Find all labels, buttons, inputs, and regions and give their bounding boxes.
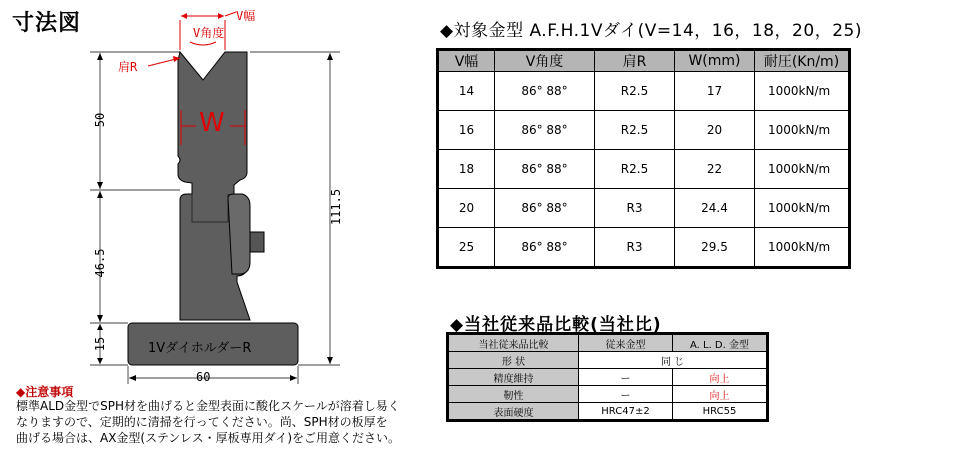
compare-row-label: 靭性 (449, 386, 579, 403)
spec-cell-r: R3 (595, 189, 675, 228)
spec-cell-vwidth: 25 (439, 228, 495, 267)
spec-cell-vwidth: 16 (439, 111, 495, 150)
spec-cell-r: R3 (595, 228, 675, 267)
compare-row-label: 形 状 (449, 352, 579, 369)
table-row (439, 150, 849, 189)
spec-header-cell: 肩R (595, 51, 675, 72)
spec-cell-vwidth: 14 (439, 72, 495, 111)
dim-111-5: 111.5 (329, 188, 343, 226)
notes-line: 曲げる場合は、AX金型(ステンレス・厚板専用ダイ)をご用意ください。 (16, 431, 401, 445)
spec-header-cell: V角度 (495, 51, 595, 72)
spec-cell-angle: 86° 88° (495, 111, 595, 150)
compare-cell-ald: 向上 (673, 369, 767, 386)
label-w: W (199, 108, 225, 138)
spec-cell-angle: 86° 88° (495, 228, 595, 267)
table-row (449, 369, 767, 386)
spec-cell-angle: 86° 88° (495, 189, 595, 228)
spec-header-row (439, 51, 849, 72)
compare-cell-shape: 同 じ (579, 352, 767, 369)
spec-cell-pressure: 1000kN/m (755, 111, 849, 150)
dim-15: 15 (93, 336, 107, 352)
label-v-width: V幅 (236, 9, 256, 23)
spec-cell-angle: 86° 88° (495, 72, 595, 111)
holder-label: 1VダイホルダーR (148, 341, 252, 356)
spec-cell-r: R2.5 (595, 111, 675, 150)
dim-60: 60 (196, 370, 211, 384)
compare-header-row (449, 335, 767, 352)
notes-line: 標準ALD金型でSPH材を曲げると金型表面に酸化スケールが溶着し易く (16, 399, 400, 413)
notes-line: なりますので、定期的に清掃を行ってください。尚、SPH材の板厚を (16, 415, 388, 429)
dim-50: 50 (93, 112, 107, 128)
table-row (439, 72, 849, 111)
table-row (449, 386, 767, 403)
dim-46-5: 46.5 (93, 248, 107, 278)
notes-title: ◆注意事項 (16, 385, 74, 399)
notes-body (16, 398, 426, 446)
label-v-angle: V角度 (193, 26, 225, 40)
spec-table (438, 50, 849, 267)
spec-cell-r: R2.5 (595, 72, 675, 111)
compare-cell-old: ー (579, 386, 673, 403)
spec-cell-vwidth: 20 (439, 189, 495, 228)
spec-cell-w: 29.5 (675, 228, 755, 267)
die-body (178, 52, 250, 320)
spec-header-cell: W(mm) (675, 51, 755, 72)
spec-header-cell: V幅 (439, 51, 495, 72)
compare-row-label: 表面硬度 (449, 403, 579, 420)
spec-cell-w: 24.4 (675, 189, 755, 228)
spec-cell-vwidth: 18 (439, 150, 495, 189)
spec-cell-w: 22 (675, 150, 755, 189)
compare-table (448, 334, 767, 420)
compare-title: ◆当社従来品比較(当社比) (450, 315, 662, 335)
holder-knob (250, 232, 264, 252)
spec-cell-w: 20 (675, 111, 755, 150)
compare-cell-old: ー (579, 369, 673, 386)
spec-cell-pressure: 1000kN/m (755, 72, 849, 111)
spec-cell-pressure: 1000kN/m (755, 189, 849, 228)
die-side-insert (228, 194, 250, 274)
spec-header-cell: 耐圧(Kn/m) (755, 51, 849, 72)
table-row (439, 228, 849, 267)
die-dimension-drawing (0, 0, 440, 390)
compare-cell-ald: 向上 (673, 386, 767, 403)
spec-cell-r: R2.5 (595, 150, 675, 189)
spec-cell-angle: 86° 88° (495, 150, 595, 189)
compare-header-cell: A. L. D. 金型 (673, 335, 767, 352)
compare-header-cell: 当社従来品比較 (449, 335, 579, 352)
spec-cell-pressure: 1000kN/m (755, 150, 849, 189)
compare-row-label: 精度維持 (449, 369, 579, 386)
spec-cell-pressure: 1000kN/m (755, 228, 849, 267)
table-row (449, 403, 767, 420)
page-title: 寸法図 (12, 11, 82, 36)
compare-header-cell: 従来金型 (579, 335, 673, 352)
compare-cell-ald: HRC55 (673, 403, 767, 420)
table-row (439, 111, 849, 150)
label-shoulder-r: 肩R (118, 60, 138, 74)
compare-cell-old: HRC47±2 (579, 403, 673, 420)
table-row (449, 352, 767, 369)
spec-title: ◆対象金型 A.F.H.1Vダイ(V=14，16，18，20，25) (440, 21, 862, 41)
table-row (439, 189, 849, 228)
spec-cell-w: 17 (675, 72, 755, 111)
